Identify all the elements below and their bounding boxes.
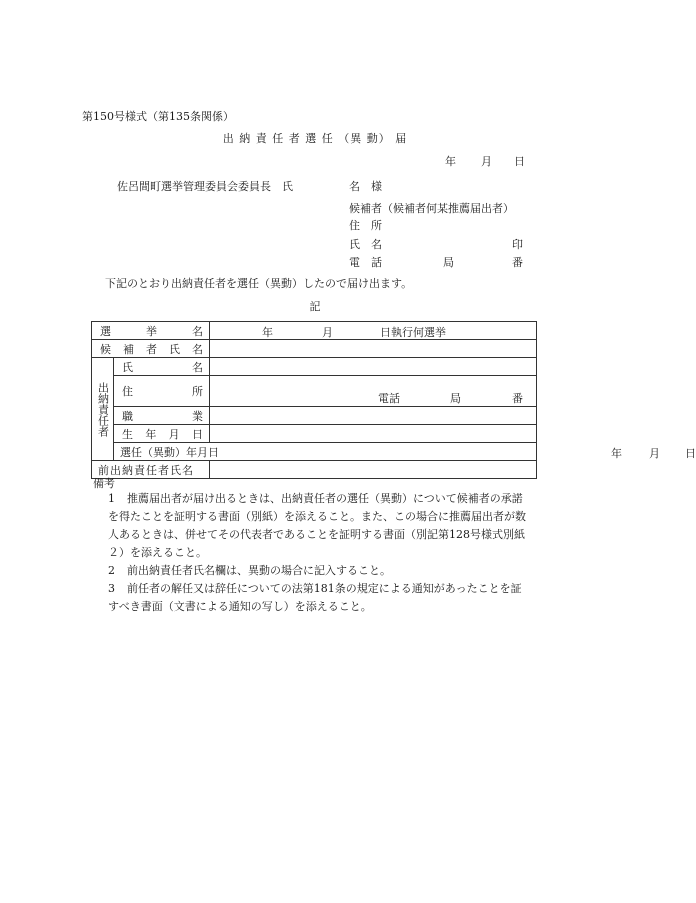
submitter-phone-kyoku: 局	[443, 256, 454, 269]
row-treasurer-birth	[92, 425, 537, 443]
election-name-label: 選 挙 名	[92, 322, 210, 340]
page-title: 出 納 責 任 者 選 任 （異 動） 届	[222, 132, 408, 145]
table-phone-label: 電話	[378, 392, 400, 405]
addressee-name-suffix: 名 様	[349, 180, 382, 193]
note-1-text: 推薦届出者が届け出るときは、出納責任者の選任（異動）について候補者の承諾を得たことを証明する書面（別紙）を添えること。また、この場合に推薦届出者が数人あるときは、併せてその代表者であることを証明する書面（別記第128号様式別紙２）を添えること。	[108, 492, 526, 559]
election-name-value[interactable]: 年 月 日執行何選挙	[210, 322, 537, 340]
treasurer-name-value[interactable]	[210, 358, 537, 376]
date-year: 年	[445, 155, 456, 168]
notes-heading: 備考	[93, 477, 115, 490]
table-phone-kyoku: 局	[450, 392, 461, 405]
treasurer-name-label: 氏 名	[114, 358, 210, 376]
candidate-name-value[interactable]	[210, 340, 537, 358]
row-election-name	[92, 322, 537, 340]
treasurer-birth-label: 生 年 月 日	[114, 425, 210, 443]
seal-mark: 印	[512, 238, 523, 251]
treasurer-address-value[interactable]	[210, 376, 537, 407]
treasurer-address-label: 住 所	[114, 376, 210, 407]
row-candidate-name	[92, 340, 537, 358]
date-day: 日	[514, 155, 525, 168]
row-treasurer-name	[92, 358, 537, 376]
notification-table	[91, 321, 696, 479]
treasurer-job-value[interactable]	[210, 407, 537, 425]
prev-treasurer-label: 前出納責任者氏名	[92, 461, 210, 479]
row-treasurer-address	[92, 376, 537, 407]
addressee: 佐呂間町選挙管理委員会委員長 氏	[117, 180, 293, 193]
note-1-num: 1	[108, 492, 115, 505]
table-phone-ban: 番	[512, 392, 523, 405]
appoint-date-label: 選任（異動）年月日	[114, 443, 537, 461]
date-month: 月	[481, 155, 492, 168]
candidate-name-label: 候 補 者 氏 名	[92, 340, 210, 358]
submitter-heading: 候補者（候補者何某推薦届出者）	[349, 202, 514, 215]
form-number: 第150号様式（第135条関係）	[82, 110, 234, 123]
note-3-num: 3	[108, 582, 115, 595]
submitter-address-label: 住 所	[349, 219, 382, 232]
prev-treasurer-value[interactable]	[210, 461, 537, 479]
note-2-num: 2	[108, 564, 115, 577]
ki-heading: 記	[309, 300, 321, 313]
intro-text: 下記のとおり出納責任者を選任（異動）したので届け出ます。	[105, 277, 413, 290]
treasurer-birth-value[interactable]	[210, 425, 537, 443]
treasurer-job-label: 職 業	[114, 407, 210, 425]
row-treasurer-job	[92, 407, 537, 425]
note-2-text: 前出納責任者氏名欄は、異動の場合に記入すること。	[127, 564, 391, 577]
row-prev-treasurer	[92, 461, 537, 479]
treasurer-group-label: 出納責任者	[92, 358, 114, 461]
note-3-text: 前任者の解任又は辞任についての法第181条の規定による通知があったことを証すべき書面（文書による通知の写し）を添えること。	[108, 582, 522, 613]
submitter-phone-label: 電 話	[349, 256, 382, 269]
submitter-name-label: 氏 名	[349, 238, 382, 251]
submitter-phone-ban: 番	[512, 256, 523, 269]
row-appoint-date: 選任（異動）年月日 年 月 日	[92, 443, 537, 461]
